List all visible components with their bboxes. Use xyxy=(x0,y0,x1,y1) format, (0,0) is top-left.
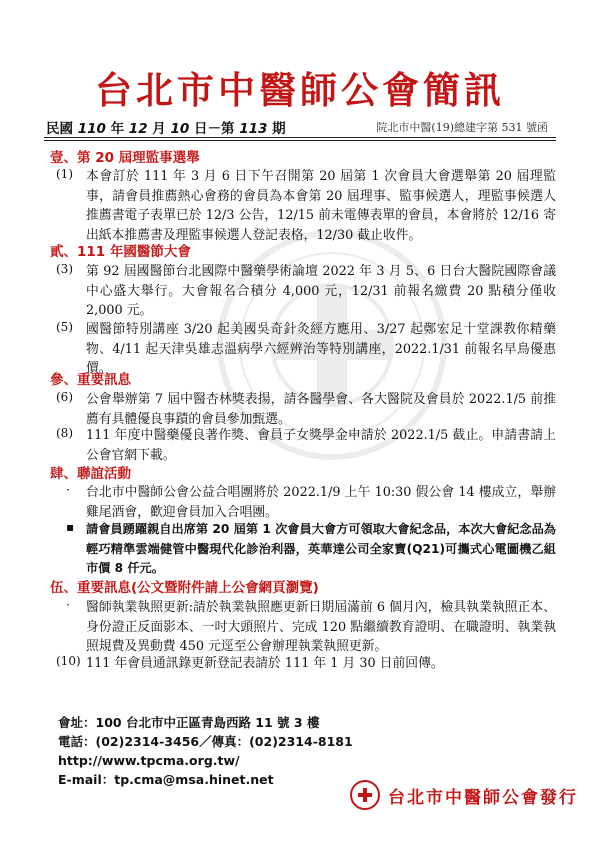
newsletter-title: 台北市中醫師公會簡訊 xyxy=(95,69,505,112)
item-text: 第 92 屆國醫節台北國際中醫藥學術論壇 2022 年 3 月 5、6 日台大醫院國際會議中心盛大舉行。大會報名合積分 4,000 元，12/31 前報名繳費 20 點積分僅收 2,000 元。 xyxy=(86,264,556,319)
website-link[interactable]: http://www.tpcma.org.tw/ xyxy=(58,753,240,768)
item-text: 111 年度中醫藥優良著作獎、會員子女獎學金申請於 2022.1/5 截止。申請書請上公會官網下載。 xyxy=(86,428,556,463)
section-heading: 壹、第 20 屆理監事選舉 xyxy=(50,150,200,166)
header-divider xyxy=(44,140,556,141)
registration-number: 院北市中醫(19)總建字第 531 號函 xyxy=(376,121,548,134)
email-link[interactable]: E-mail：tp.cma@msa.hinet.net xyxy=(58,772,274,787)
item-number: (3) xyxy=(56,262,73,276)
item-text: 111 年會員通訊錄更新登記表請於 111 年 1 月 30 日前回傳。 xyxy=(86,656,444,671)
section-heading: 伍、重要訊息(公文暨附件請上公會網頁瀏覽) xyxy=(50,580,319,596)
item-number: (6) xyxy=(56,390,73,404)
item-text: 公會舉辦第 7 屆中醫杏林獎表揚，請各醫學會、各大醫院及會員於 2022.1/5 前推薦有具體優良事蹟的會員參加甄選。 xyxy=(86,392,556,427)
item-text: 國醫節特別講座 3/20 起美國吳奇針灸經方應用、3/27 起鄭宏足十堂課教你精藥物、4/11 起天津吳雄志溫病學六經辨治等特別講座，2022.1/31 前報名早鳥優惠價。 xyxy=(86,322,556,377)
publisher xyxy=(350,780,578,810)
publisher-name: 台北市中醫師公會發行 xyxy=(388,787,578,808)
issue-line: 民國 110 年 12 月 10 日－第 113 期 xyxy=(46,121,286,137)
section-heading: 參、重要訊息 xyxy=(50,372,131,388)
phone-fax: 電話：(02)2314-3456／傳真：(02)2314-8181 xyxy=(58,734,353,749)
item-number: (1) xyxy=(56,167,73,181)
item-number: (8) xyxy=(56,426,73,440)
bullet-icon: · xyxy=(66,483,70,497)
bullet-icon: ▪ xyxy=(66,520,75,534)
section-heading: 貳、111 年國醫節大會 xyxy=(50,244,191,260)
section-heading: 肆、聯誼活動 xyxy=(50,466,131,482)
item-text: 台北市中醫師公會公益合唱團將於 2022.1/9 上午 10:30 假公會 14 樓成立，舉辦雞尾酒會，歡迎會員加入合唱團。 xyxy=(86,485,556,520)
item-text: 請會員踴躍親自出席第 20 屆第 1 次會員大會方可領取大會紀念品，本次大會紀念品為輕巧精準雲端健管中醫現代化診治利器，英華達公司全家寶(Q21)可攜式心電圖機乙組市價 8 仟元。 xyxy=(86,522,556,576)
item-text: 醫師執業執照更新:請於執業執照應更新日期屆滿前 6 個月內，檢具執業執照正本、身份證正反面影本、一吋大頭照片、完成 120 點繼續教育證明、在職證明、執業執照規費及異動費 450 元逕至公會辦理執業執照更新。 xyxy=(86,600,556,655)
item-number: (10) xyxy=(56,654,81,668)
red-cross-icon xyxy=(350,780,380,810)
item-text: 本會訂於 111 年 3 月 6 日下午召開第 20 屆第 1 次會員大會選舉第 20 屆理監事，請會員推薦熱心會務的會員為本會第 20 屆理事、監事候選人，理監事候選人推薦書電子表單已於 12/3 公告，12/15 前未電傳表單的會員，本會將於 12/16 寄出紙本推薦書及理監事候選人登記表格，12/30 截止收件。 xyxy=(86,169,556,243)
item-number: (5) xyxy=(56,320,73,334)
bullet-icon: · xyxy=(66,598,70,612)
address: 會址：100 台北市中正區青島西路 11 號 3 樓 xyxy=(58,715,320,730)
header-divider xyxy=(44,137,556,138)
contact-block xyxy=(58,713,353,789)
